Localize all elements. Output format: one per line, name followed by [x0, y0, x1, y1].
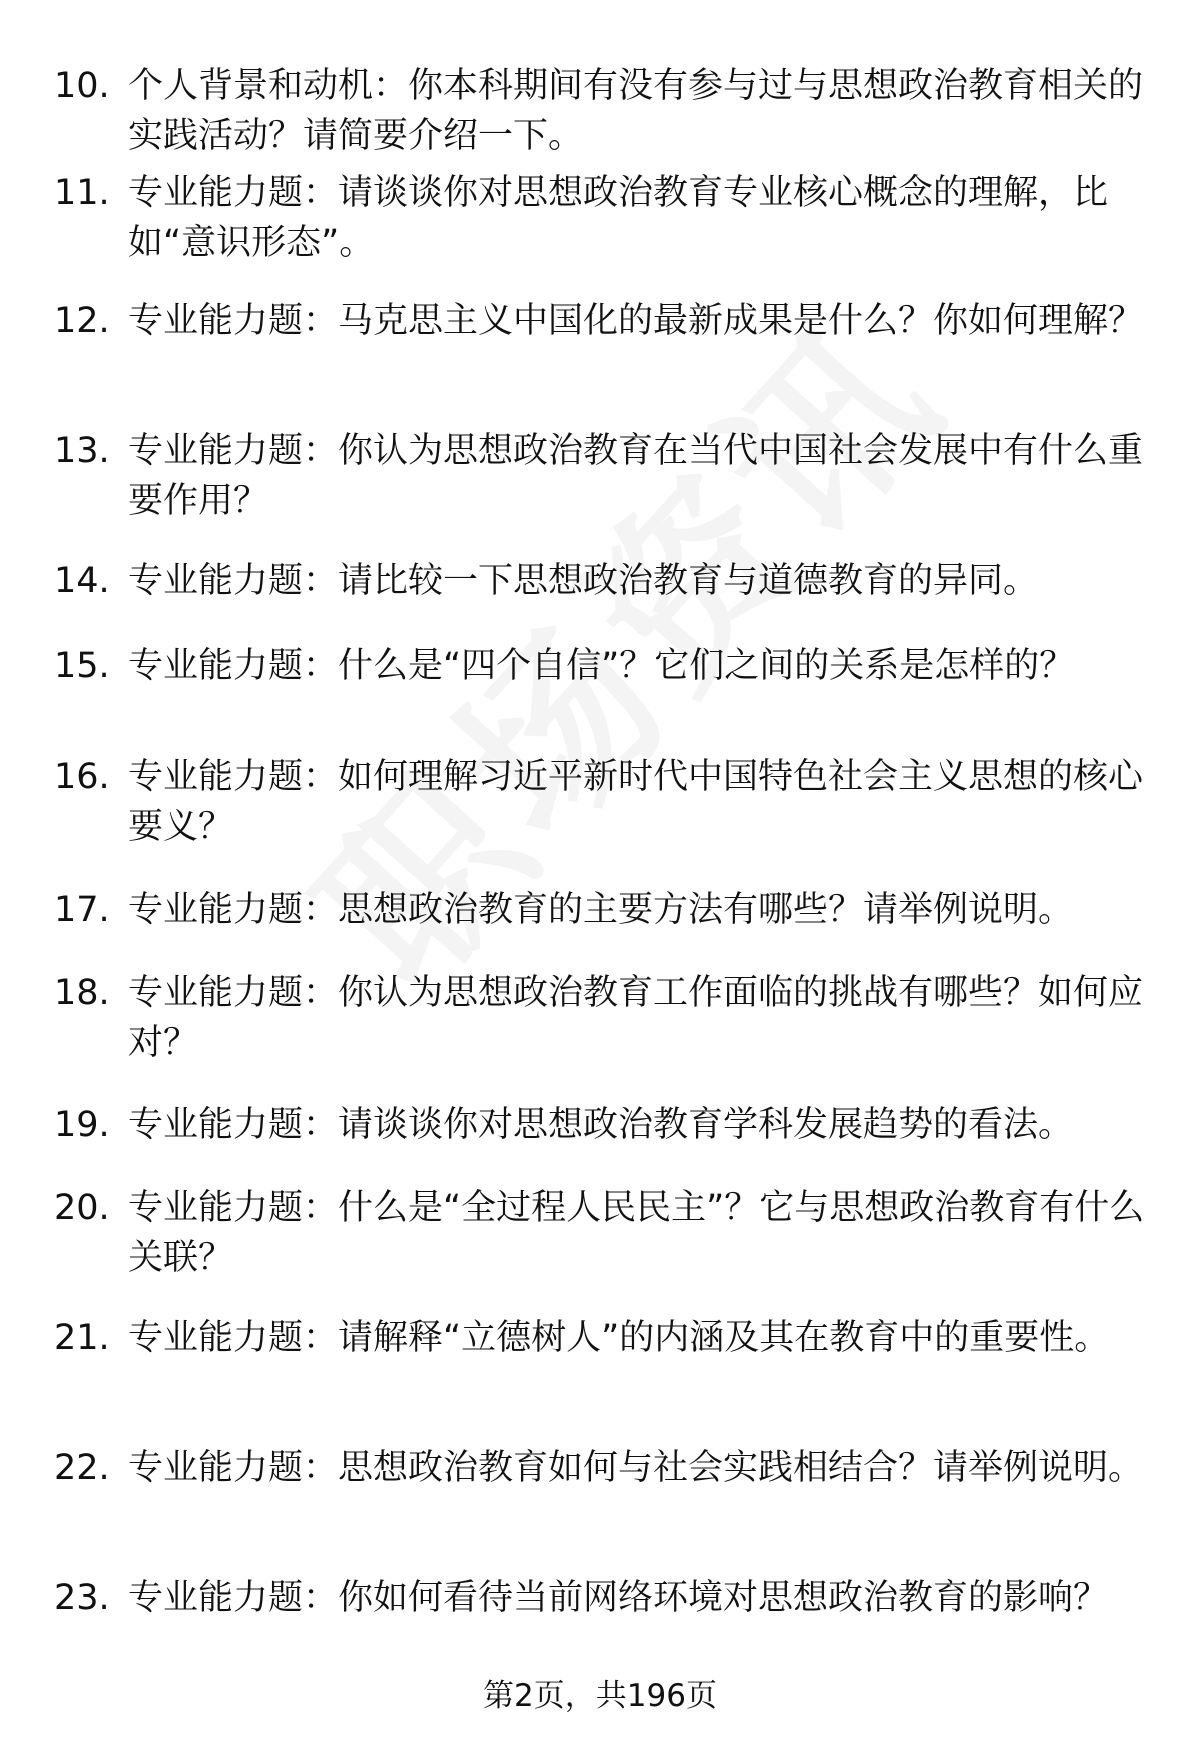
- question-text: 专业能力题：马克思主义中国化的最新成果是什么？你如何理解？: [128, 301, 1144, 341]
- question-number: 13.: [54, 431, 110, 471]
- question-number: 19.: [54, 1105, 110, 1145]
- page-footer: 第2页，共196页: [483, 1678, 717, 1714]
- question-text: 专业能力题：请解释“立德树人”的内涵及其在教育中的重要性。: [128, 1318, 1110, 1358]
- question-number: 20.: [54, 1188, 110, 1228]
- question-text: 专业能力题：你认为思想政治教育工作面临的挑战有哪些？如何应对？: [128, 973, 1144, 1063]
- question-text: 专业能力题：请谈谈你对思想政治教育学科发展趋势的看法。: [128, 1105, 1074, 1145]
- question-number: 22.: [54, 1448, 110, 1488]
- question-number: 15.: [54, 646, 110, 686]
- question-text: 专业能力题：请比较一下思想政治教育与道德教育的异同。: [128, 561, 1039, 601]
- question-text: 专业能力题：请谈谈你对思想政治教育专业核心概念的理解，比如“意识形态”。: [128, 173, 1109, 263]
- question-text: 个人背景和动机：你本科期间有没有参与过与思想政治教育相关的实践活动？请简要介绍一下。: [128, 66, 1144, 156]
- question-number: 23.: [54, 1578, 110, 1618]
- question-text: 专业能力题：你如何看待当前网络环境对思想政治教育的影响？: [128, 1578, 1109, 1618]
- question-number: 14.: [54, 561, 110, 601]
- question-text: 专业能力题：思想政治教育如何与社会实践相结合？请举例说明。: [128, 1448, 1144, 1488]
- question-text: 专业能力题：什么是“全过程人民民主”？它与思想政治教育有什么关联？: [128, 1188, 1145, 1278]
- question-number: 11.: [54, 173, 110, 213]
- question-number: 12.: [54, 301, 110, 341]
- question-text: 专业能力题：如何理解习近平新时代中国特色社会主义思想的核心要义？: [128, 757, 1144, 847]
- question-number: 16.: [54, 757, 110, 797]
- question-number: 18.: [54, 973, 110, 1013]
- question-text: 专业能力题：你认为思想政治教育在当代中国社会发展中有什么重要作用？: [128, 431, 1144, 521]
- question-text: 专业能力题：什么是“四个自信”？它们之间的关系是怎样的？: [128, 646, 1075, 686]
- question-number: 10.: [54, 66, 110, 106]
- question-text: 专业能力题：思想政治教育的主要方法有哪些？请举例说明。: [128, 890, 1074, 930]
- question-number: 21.: [54, 1318, 110, 1358]
- question-number: 17.: [54, 890, 110, 930]
